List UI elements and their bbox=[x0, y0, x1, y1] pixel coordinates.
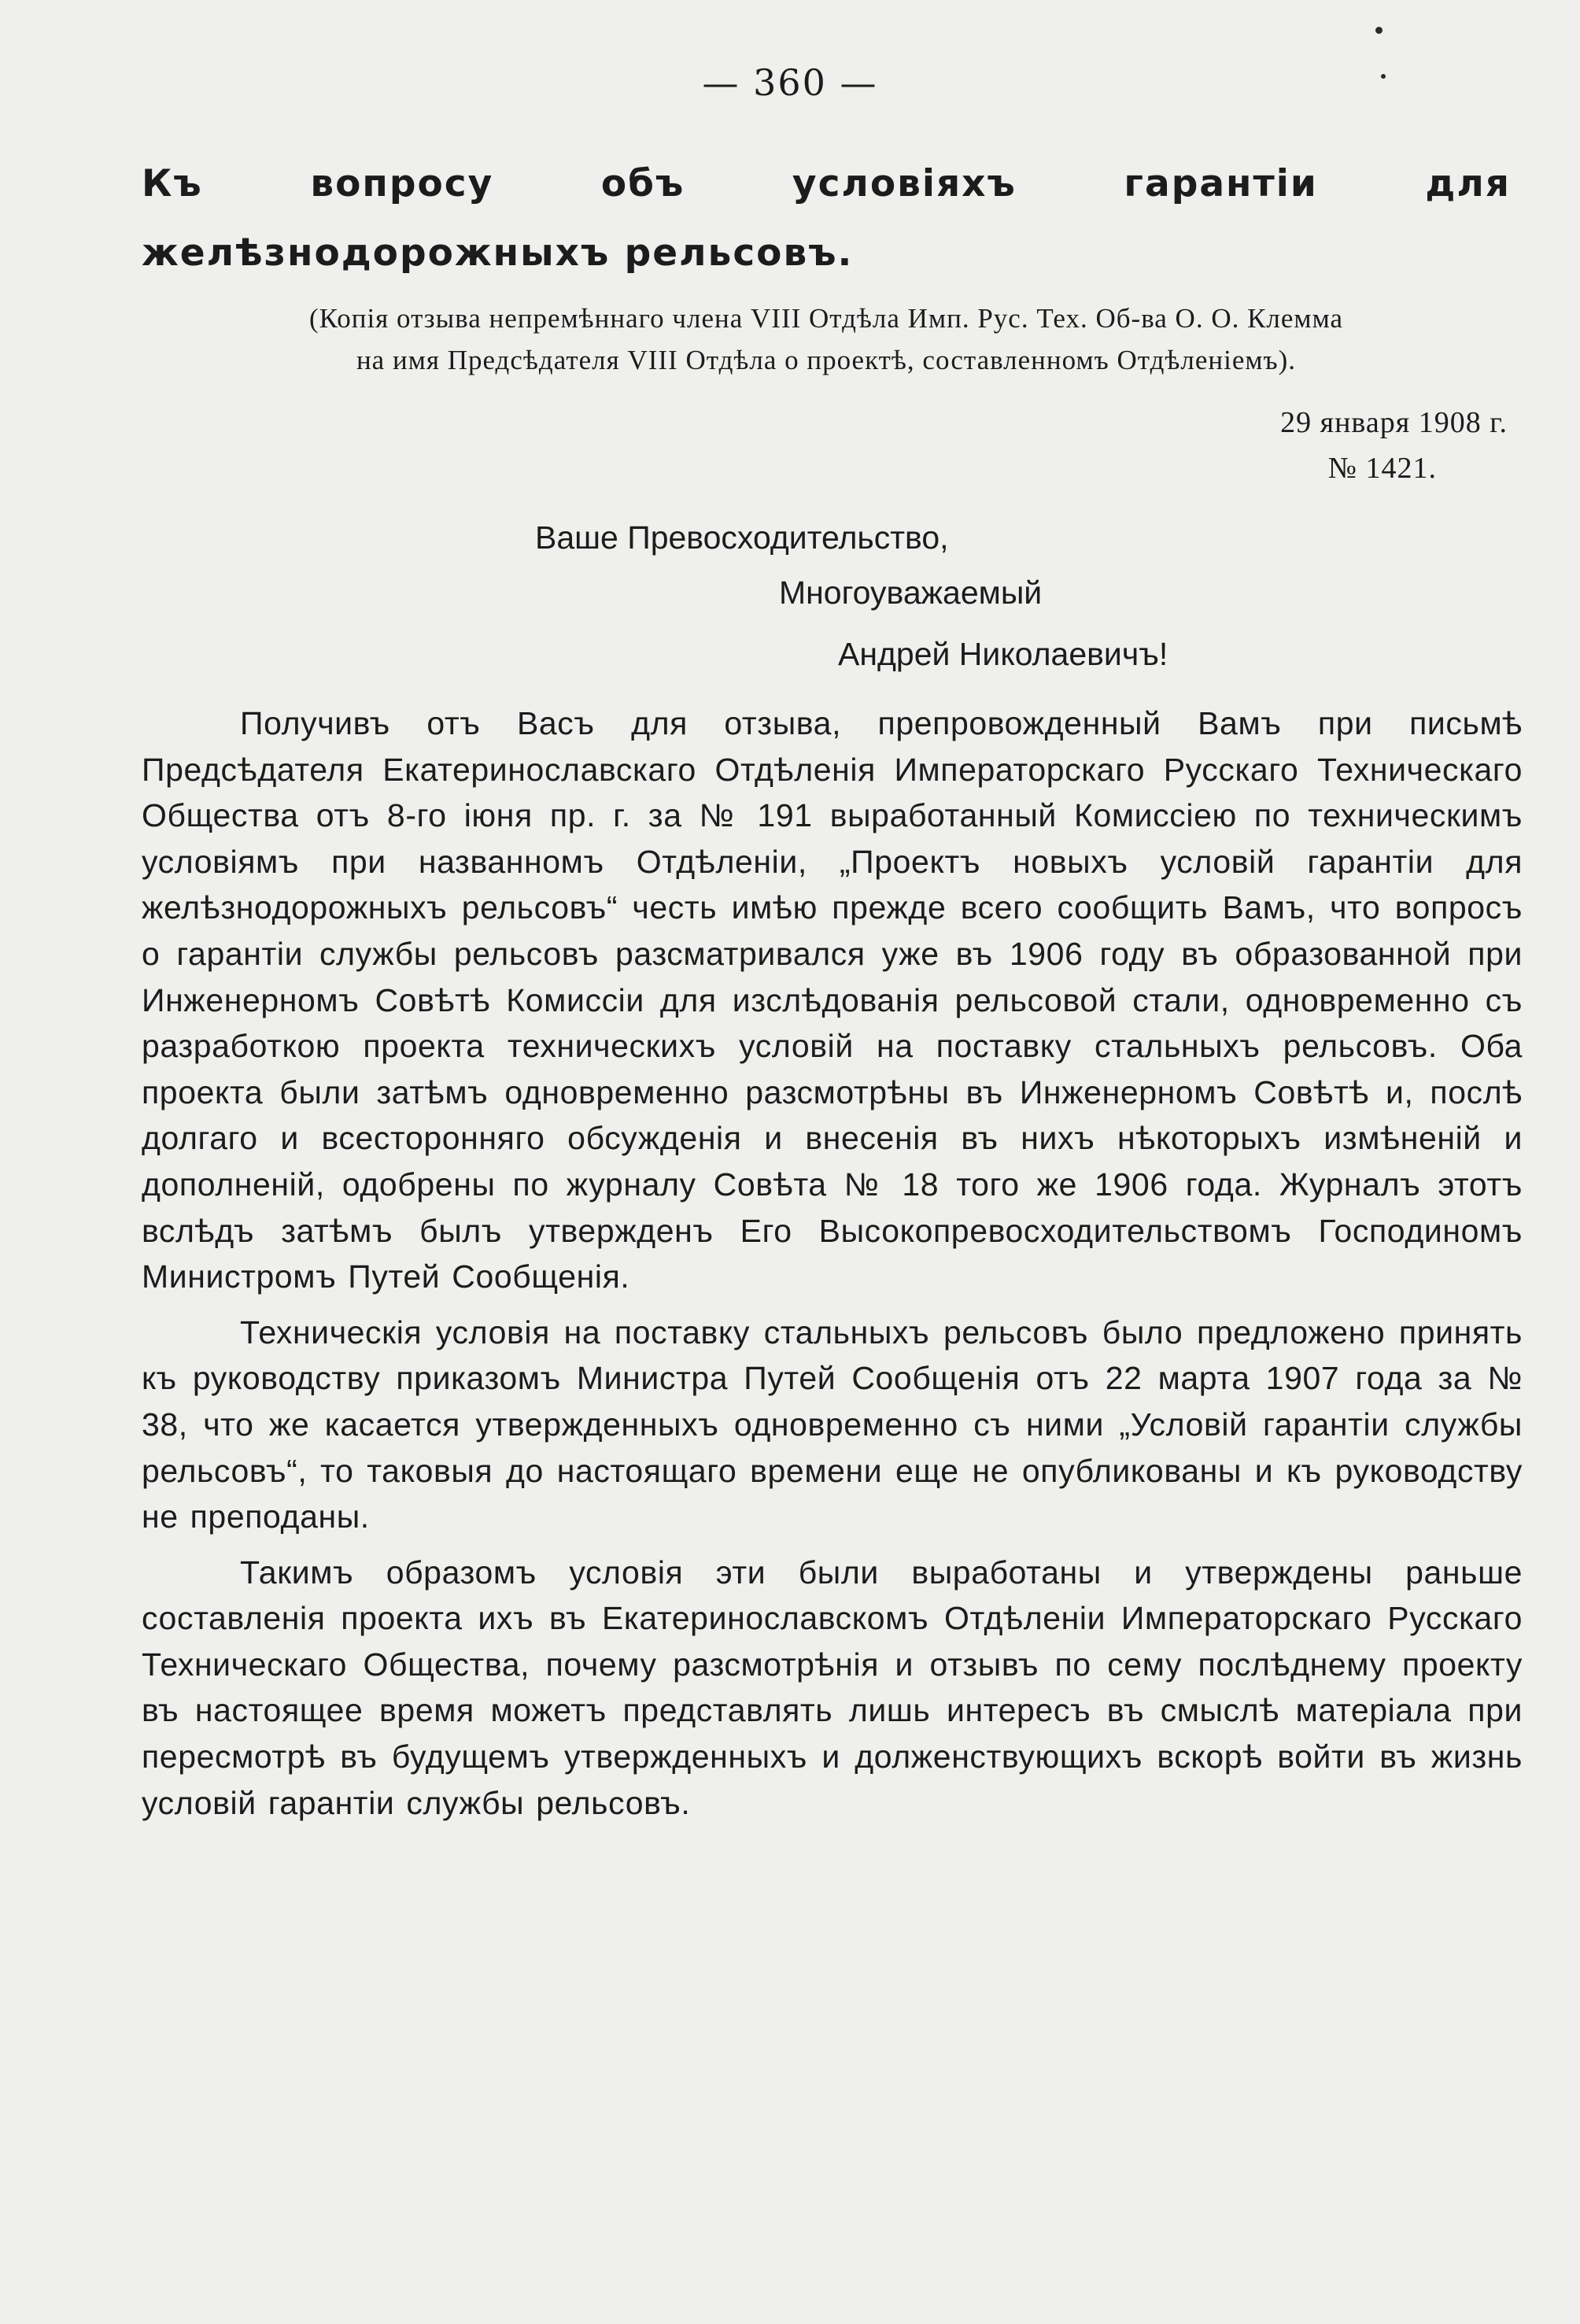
salutation-line-1: Ваше Превосходительство, bbox=[535, 519, 949, 556]
salutation-line-2: Многоуважаемый bbox=[779, 575, 1043, 611]
article-title: Къ вопросу объ условіяхъ гарантіи для желѣзнодорожныхъ рельсовъ. bbox=[142, 162, 1511, 275]
print-speck bbox=[1375, 27, 1382, 34]
article-subtitle bbox=[134, 297, 1519, 381]
body-paragraph: Получивъ отъ Васъ для отзыва, препровожденный Вамъ при письмѣ Предсѣдателя Екатеринославскаго Отдѣленія Императорскаго Русскаго Техническаго Общества отъ 8-го іюня пр. г. за № 191 выработанный Комиссіею по техническимъ условіямъ при названномъ Отдѣленіи, „Проектъ новыхъ условій гарантіи для желѣзнодорожныхъ рельсовъ“ честь имѣю прежде всего сообщить Вамъ, что вопросъ о гарантіи службы рельсовъ разсматривался уже въ 1906 году въ образованной при Инженерномъ Совѣтѣ Комиссіи для изслѣдованія рельсовой стали, одновременно съ разработкою проекта техническихъ условій на поставку стальныхъ рельсовъ. Оба проекта были затѣмъ одновременно разсмотрѣны въ Инженерномъ Совѣтѣ и, послѣ долгаго и всесторонняго обсужденія и внесенія въ нихъ нѣкоторыхъ измѣненій и дополненій, одобрены по журналу Совѣта № 18 того же 1906 года. Журналъ этотъ вслѣдъ затѣмъ былъ утвержденъ Его Высокопревосходительствомъ Господиномъ Министромъ Путей Сообщенія. bbox=[142, 705, 1523, 1295]
letter-body bbox=[142, 700, 1523, 1835]
subtitle-line: на имя Предсѣдателя VIII Отдѣла о проектѣ, составленномъ Отдѣленіемъ). bbox=[356, 345, 1297, 375]
salutation-line-3: Андрей Николаевичъ! bbox=[838, 636, 1168, 672]
body-paragraph: Такимъ образомъ условія эти были выработаны и утверждены раньше составленія проекта ихъ въ Екатеринославскомъ Отдѣленіи Императорскаго Русскаго Техническаго Общества, почему разсмотрѣнія и отзывъ по сему послѣднему проекту въ настоящее время можетъ представлять лишь интересъ въ смыслѣ матеріала при пересмотрѣ въ будущемъ утвержденныхъ и долженствующихъ вскорѣ войти въ жизнь условій гарантіи службы рельсовъ. bbox=[142, 1554, 1523, 1821]
subtitle-line: (Копія отзыва непремѣннаго члена VIII Отдѣла Имп. Рус. Тех. Об-ва О. О. Клемма bbox=[308, 303, 1344, 334]
letter-date-block bbox=[1280, 400, 1508, 491]
body-paragraph: Техническія условія на поставку стальныхъ рельсовъ было предложено принять къ руководству приказомъ Министра Путей Сообщенія отъ 22 марта 1907 года за № 38, что же касается утвержденныхъ одновременно съ ними „Условій гарантіи службы рельсовъ“, то таковыя до настоящаго времени еще не опубликованы и къ руководству не преподаны. bbox=[142, 1313, 1523, 1535]
letter-number: № 1421. bbox=[1327, 452, 1437, 485]
page-number: — 360 — bbox=[702, 61, 878, 104]
letter-date: 29 января 1908 г. bbox=[1280, 406, 1508, 439]
